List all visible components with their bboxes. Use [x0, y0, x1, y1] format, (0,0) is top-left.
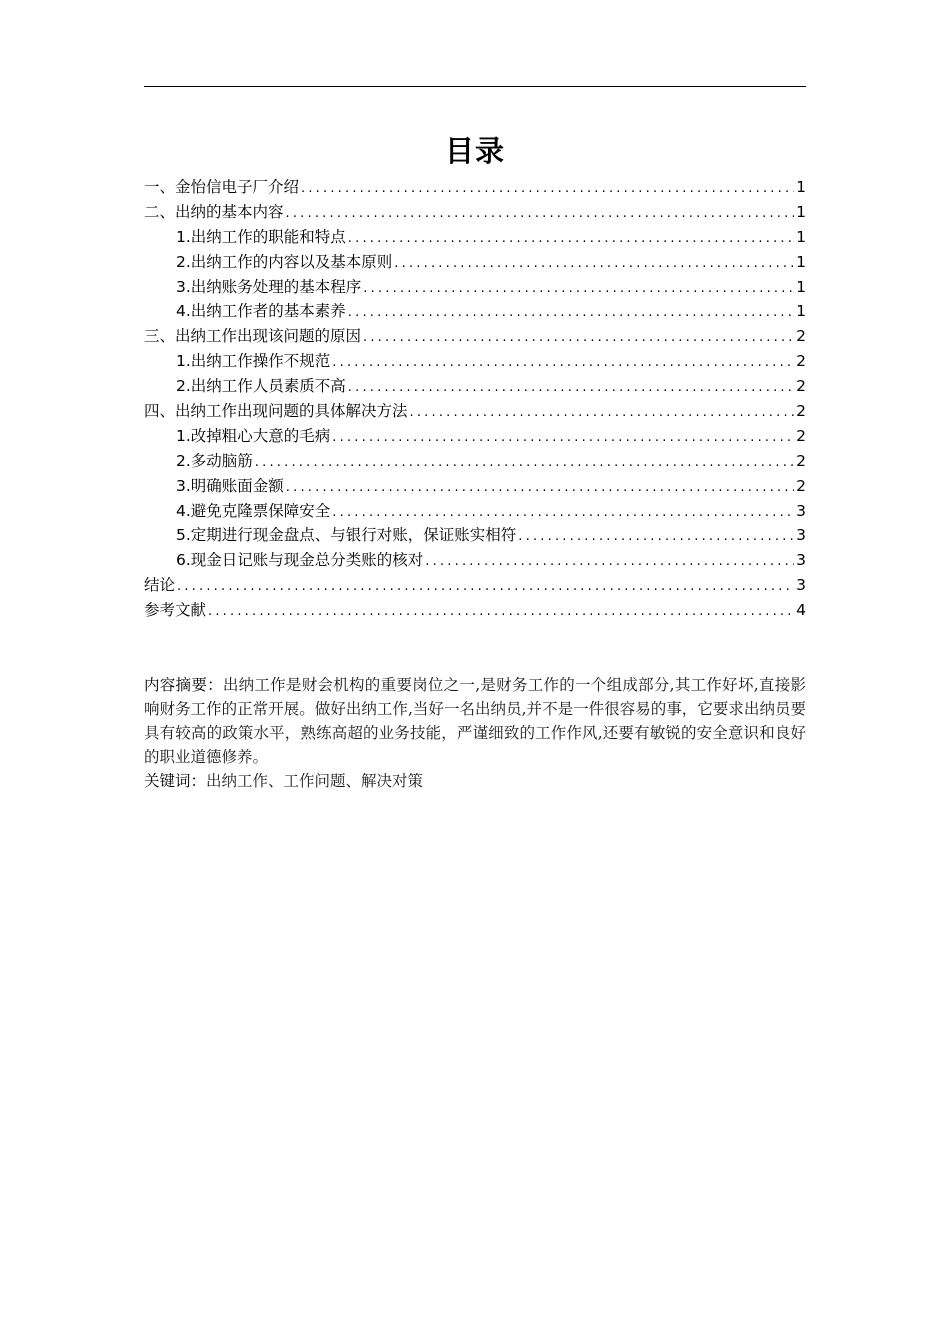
toc-entry-page: 3: [796, 551, 806, 570]
toc-entry[interactable]: [144, 399, 806, 424]
toc-entry[interactable]: [144, 200, 806, 225]
toc-entry[interactable]: [144, 275, 806, 300]
toc-dot-leader: [330, 351, 794, 374]
toc-entry-page: 2: [796, 476, 806, 495]
toc-entry-label: 四、出纳工作出现问题的具体解决方法: [144, 402, 408, 421]
toc-entry[interactable]: [144, 548, 806, 573]
toc-dot-leader: [253, 451, 794, 474]
abstract-label: 内容摘要：: [144, 676, 223, 694]
toc-entry-label: 4.出纳工作者的基本素养: [176, 302, 346, 321]
toc-dot-leader: [361, 326, 794, 349]
toc-entry-label: 5.定期进行现金盘点、与银行对账，保证账实相符: [176, 526, 517, 545]
toc-entry-page: 3: [796, 526, 806, 545]
abstract-section: [144, 673, 806, 793]
toc-entry-label: 二、出纳的基本内容: [144, 202, 284, 221]
header-rule: [144, 86, 806, 87]
toc-entry[interactable]: [144, 175, 806, 200]
toc-entry[interactable]: [144, 299, 806, 324]
toc-entry-page: 1: [796, 178, 806, 196]
toc-dot-leader: [284, 476, 794, 499]
toc-entry-page: 2: [796, 352, 806, 371]
toc-dot-leader: [423, 550, 794, 573]
toc-entry[interactable]: [144, 250, 806, 275]
toc-entry-page: 1: [796, 277, 806, 296]
toc-entry-page: 1: [796, 252, 806, 271]
toc-entry-page: 3: [796, 576, 806, 595]
toc-dot-leader: [346, 301, 794, 324]
toc-entry-page: 1: [796, 302, 806, 321]
toc-entry-page: 2: [796, 451, 806, 470]
toc-entry[interactable]: [144, 449, 806, 474]
toc-entry-label: 3.出纳账务处理的基本程序: [176, 277, 362, 296]
toc-entry[interactable]: [144, 474, 806, 499]
toc-entry[interactable]: [144, 573, 806, 598]
toc-dot-leader: [408, 401, 795, 424]
toc-entry[interactable]: [144, 424, 806, 449]
toc-entry-label: 2.多动脑筋: [176, 451, 253, 470]
toc-entry[interactable]: [144, 324, 806, 349]
toc-dot-leader: [361, 277, 794, 300]
keywords-paragraph: [144, 769, 806, 793]
toc-entry-page: 1: [796, 227, 806, 246]
toc-entry-page: 2: [796, 426, 806, 445]
toc-dot-leader: [206, 600, 794, 623]
toc-entry-label: 一、金怡信电子厂介绍: [144, 178, 300, 196]
toc-entry[interactable]: [144, 349, 806, 374]
toc-entry-page: 3: [796, 501, 806, 520]
keywords-text: 出纳工作、工作问题、解决对策: [206, 772, 424, 790]
toc-entry-label: 6.现金日记账与现金总分类账的核对: [176, 551, 424, 570]
toc-entry-label: 1.改掉粗心大意的毛病: [176, 426, 331, 445]
toc-dot-leader: [299, 177, 794, 200]
toc-entry-label: 4.避免克隆票保障安全: [176, 501, 331, 520]
toc-dot-leader: [392, 252, 794, 275]
toc-dot-leader: [175, 575, 794, 598]
keywords-label: 关键词：: [144, 772, 207, 790]
toc-entry-label: 2.出纳工作的内容以及基本原则: [176, 252, 393, 271]
table-of-contents: [144, 175, 806, 623]
toc-entry-page: 2: [796, 402, 806, 421]
toc-dot-leader: [330, 426, 794, 449]
toc-dot-leader: [516, 525, 794, 548]
toc-dot-leader: [346, 376, 794, 399]
abstract-paragraph: [144, 673, 806, 769]
toc-entry-label: 1.出纳工作操作不规范: [176, 352, 331, 371]
toc-dot-leader: [330, 501, 794, 524]
toc-dot-leader: [284, 202, 795, 225]
toc-title: 目录: [444, 134, 505, 168]
toc-entry-label: 1.出纳工作的职能和特点: [176, 227, 346, 246]
toc-entry-page: 2: [796, 377, 806, 396]
toc-entry-label: 结论: [144, 576, 176, 595]
toc-entry-label: 参考文献: [144, 601, 207, 620]
toc-entry-page: 4: [796, 601, 806, 620]
toc-entry-label: 三、出纳工作出现该问题的原因: [144, 327, 362, 346]
toc-entry-page: 2: [796, 327, 806, 346]
toc-entry[interactable]: [144, 523, 806, 548]
toc-entry-label: 2.出纳工作人员素质不高: [176, 377, 346, 396]
toc-entry[interactable]: [144, 225, 806, 250]
toc-dot-leader: [346, 227, 794, 250]
toc-entry[interactable]: [144, 374, 806, 399]
toc-entry[interactable]: [144, 499, 806, 524]
toc-entry-page: 1: [796, 202, 806, 221]
toc-entry-label: 3.明确账面金额: [176, 476, 284, 495]
abstract-text: 出纳工作是财会机构的重要岗位之一,是财务工作的一个组成部分,其工作好坏,直接影响财务工作的正常开展。做好出纳工作,当好一名出纳员,并不是一件很容易的事，它要求出纳员要具有较高的政策水平，熟练高超的业务技能，严谨细致的工作作风,还要有敏锐的安全意识和良好的职业道德修养。: [144, 676, 806, 766]
toc-entry[interactable]: [144, 598, 806, 623]
